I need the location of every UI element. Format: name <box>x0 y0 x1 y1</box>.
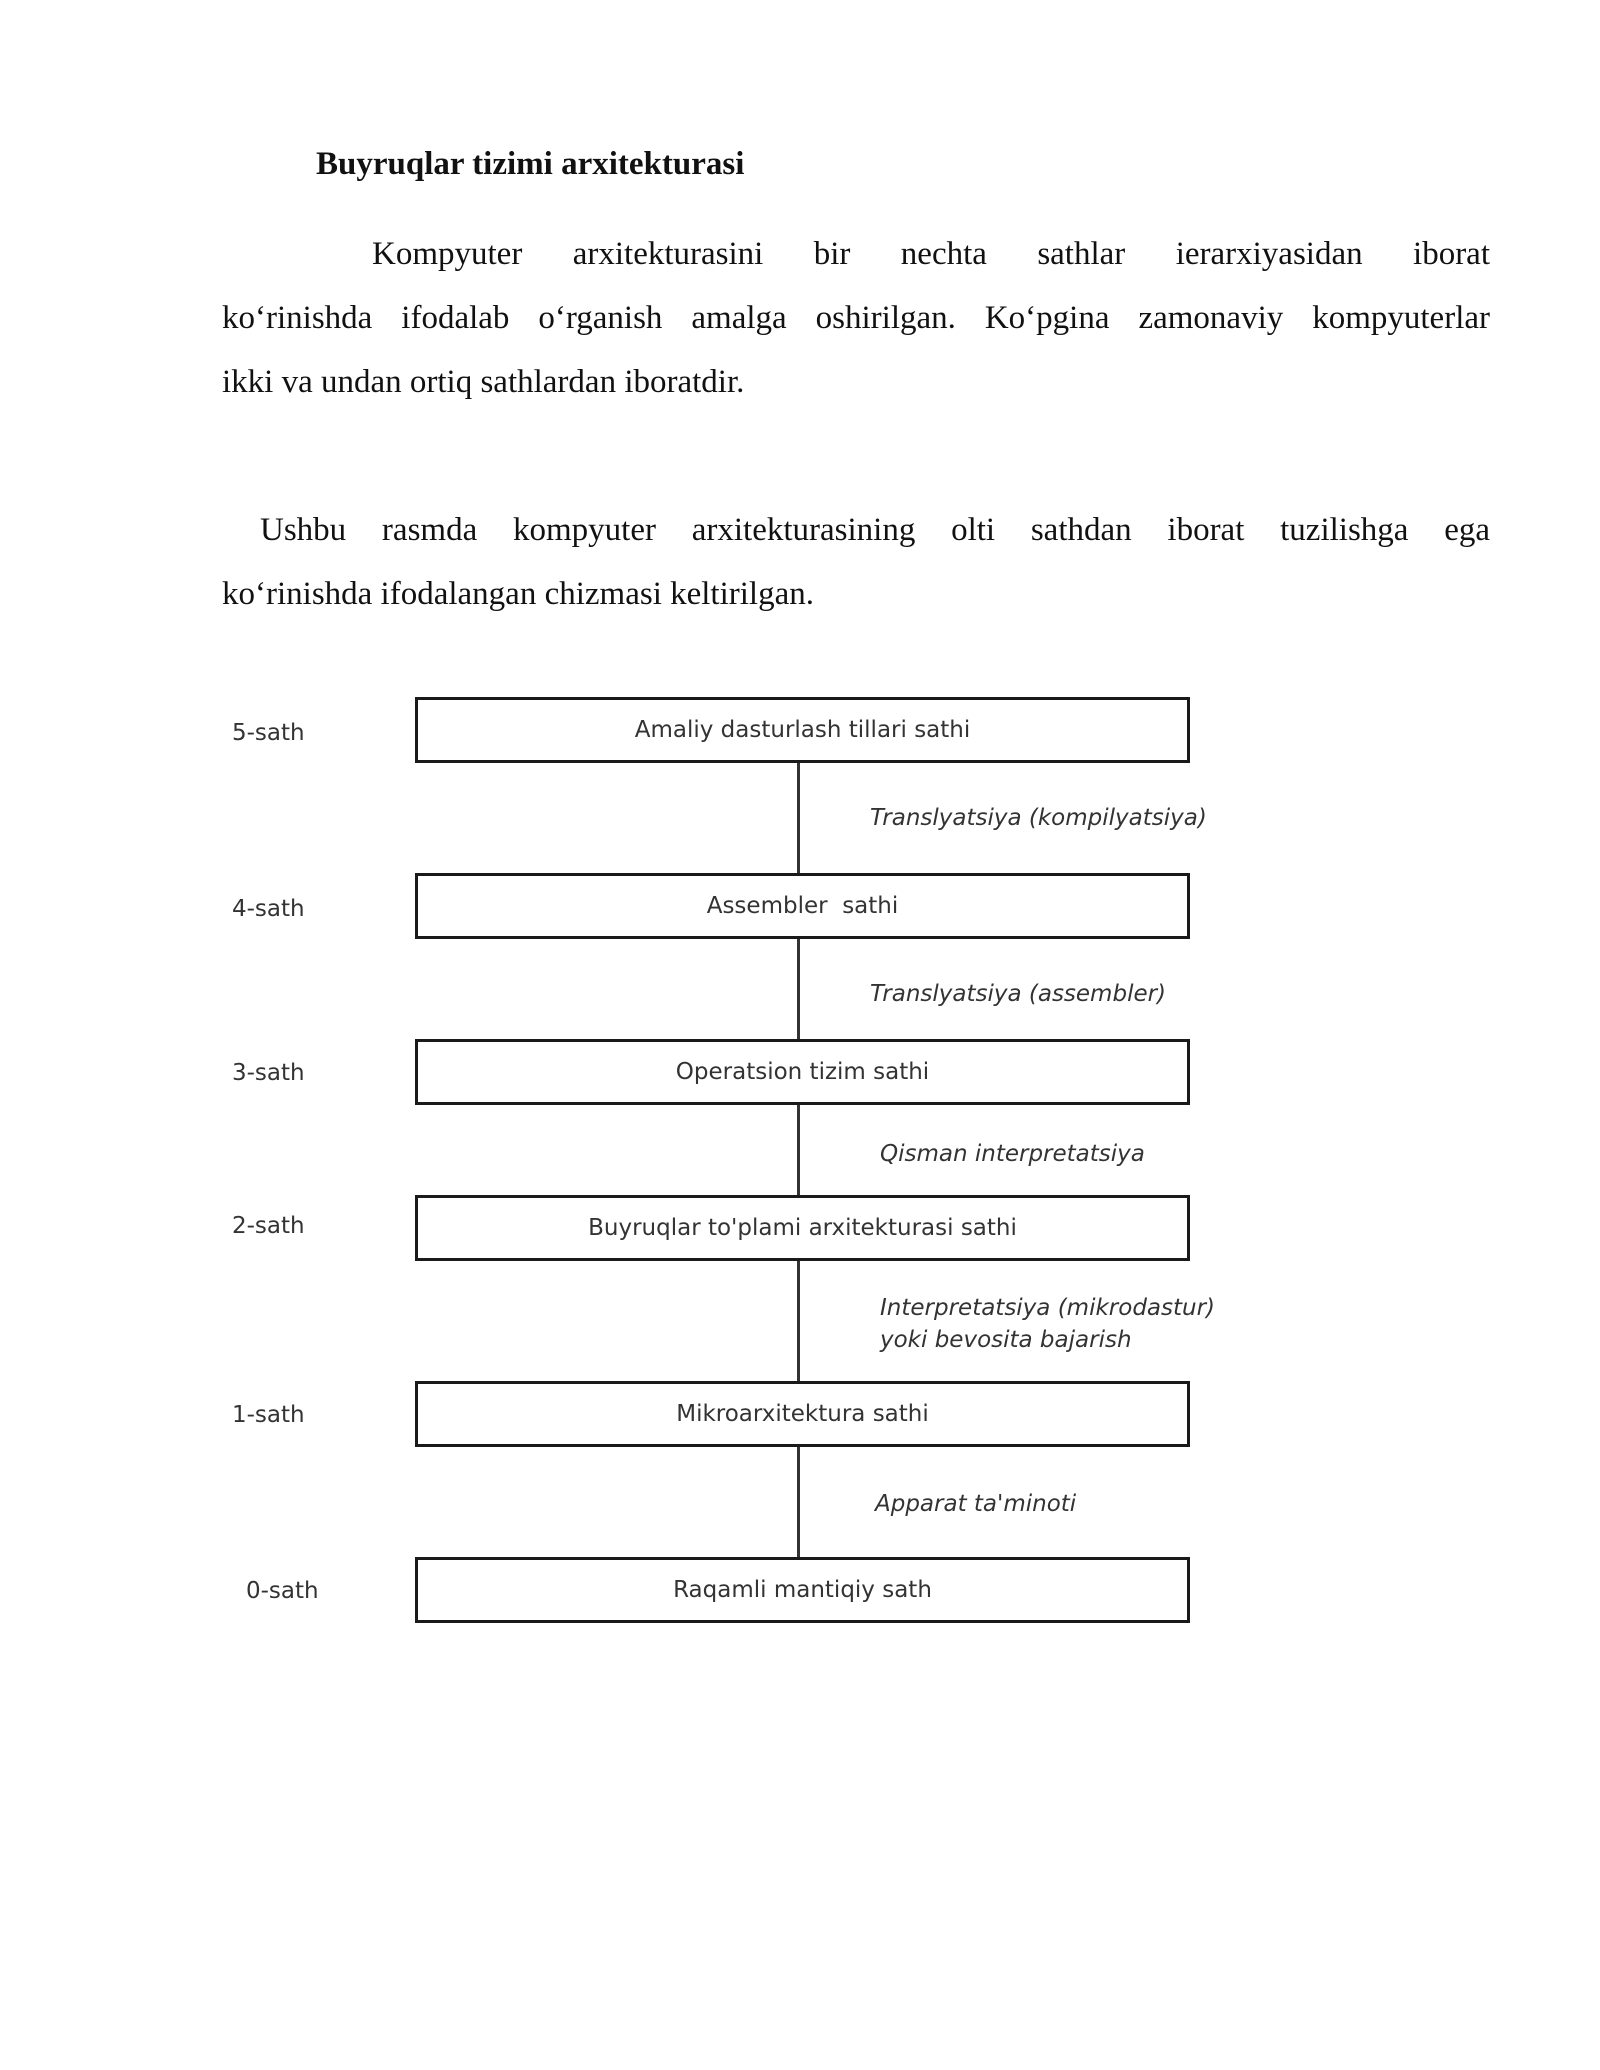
level-label: 2-sath <box>232 1213 305 1239</box>
level-box <box>415 1039 1190 1105</box>
connector-line <box>797 939 800 1039</box>
connector-line <box>797 763 800 873</box>
transition-label: Apparat ta'minoti <box>875 1491 1077 1517</box>
level-label: 4-sath <box>232 896 305 922</box>
level-name: Amaliy dasturlash tillari sathi <box>634 717 971 743</box>
connector-line <box>797 1447 800 1557</box>
level-name: Mikroarxitektura sathi <box>676 1401 929 1427</box>
paragraph-line: Ushbu rasmda kompyuter arxitekturasining olti sathdan iborat tuzilishga ega <box>260 512 1490 548</box>
connector-line <box>797 1261 800 1381</box>
level-box <box>415 1381 1190 1447</box>
transition-label: Interpretatsiya (mikrodastur) <box>880 1295 1216 1321</box>
level-name: Assembler sathi <box>706 893 899 919</box>
transition-label: yoki bevosita bajarish <box>880 1327 1132 1353</box>
transition-label: Translyatsiya (assembler) <box>870 981 1167 1007</box>
level-box <box>415 697 1190 763</box>
level-label: 5-sath <box>232 720 305 746</box>
level-name: Buyruqlar to'plami arxitekturasi sathi <box>588 1215 1017 1241</box>
transition-label: Qisman interpretatsiya <box>880 1141 1145 1167</box>
paragraph-line: Kompyuter arxitekturasini bir nechta sathlar ierarxiyasidan iborat <box>372 236 1490 272</box>
level-label: 1-sath <box>232 1402 305 1428</box>
level-box <box>415 1557 1190 1623</box>
paragraph-line: ko‘rinishda ifodalangan chizmasi keltirilgan. <box>222 576 814 612</box>
paragraph-line: ko‘rinishda ifodalab o‘rganish amalga oshirilgan. Ko‘pgina zamonaviy kompyuterlar <box>222 300 1490 336</box>
level-label: 3-sath <box>232 1060 305 1086</box>
section-heading: Buyruqlar tizimi arxitekturasi <box>316 146 745 182</box>
level-box <box>415 1195 1190 1261</box>
transition-label: Translyatsiya (kompilyatsiya) <box>870 805 1207 831</box>
connector-line <box>797 1105 800 1195</box>
level-box <box>415 873 1190 939</box>
level-label: 0-sath <box>246 1578 319 1604</box>
paragraph-line: ikki va undan ortiq sathlardan iboratdir. <box>222 364 745 400</box>
level-name: Operatsion tizim sathi <box>675 1059 930 1085</box>
level-name: Raqamli mantiqiy sath <box>673 1577 932 1603</box>
